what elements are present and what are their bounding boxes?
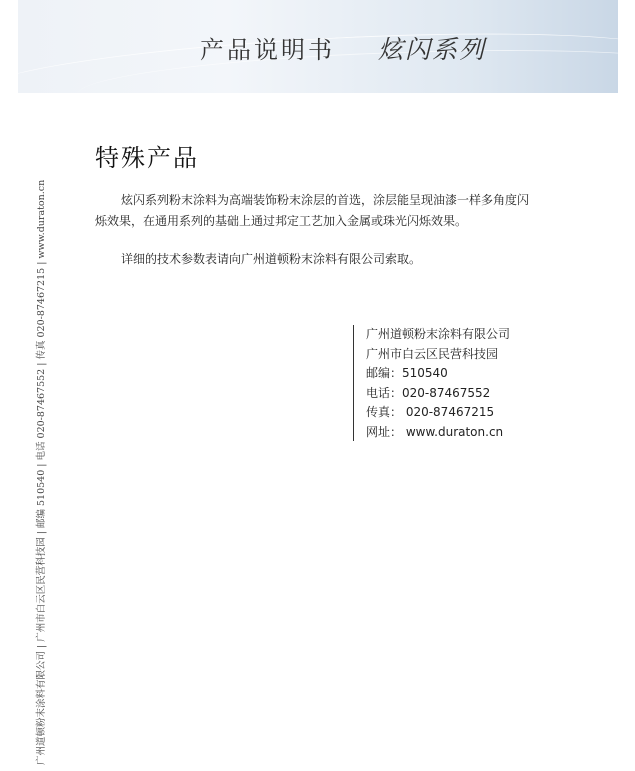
- contact-postcode: 邮编：510540: [366, 366, 448, 380]
- product-description: 炫闪系列粉末涂料为高端装饰粉末涂层的首选，涂层能呈现油漆一样多角度闪烁效果，在通用系列的基础上通过邦定工艺加入金属或珠光闪烁效果。: [95, 193, 530, 228]
- contact-company: 广州道顿粉末涂料有限公司: [366, 327, 511, 341]
- contact-address: 广州市白云区民营科技园: [366, 346, 499, 361]
- series-title: 炫闪系列: [378, 35, 487, 64]
- document-title: 产品说明书: [200, 36, 335, 64]
- contact-website[interactable]: 网址： www.duraton.cn: [366, 424, 504, 439]
- contact-block: [353, 325, 510, 441]
- section-heading: 特殊产品: [95, 144, 199, 172]
- technical-parameters-note: 详细的技术参数表请向广州道顿粉末涂料有限公司索取。: [121, 252, 422, 266]
- contact-fax: 传真： 020-87467215: [366, 405, 495, 419]
- side-contact-strip: 广州道顿粉末涂料有限公司 | 广州市白云区民营科技园 | 邮编 510540 | 电话 020-87467552 | 传真 020-87467215 | www.duraton.cn: [36, 179, 47, 765]
- contact-phone: 电话：020-87467552: [366, 385, 491, 400]
